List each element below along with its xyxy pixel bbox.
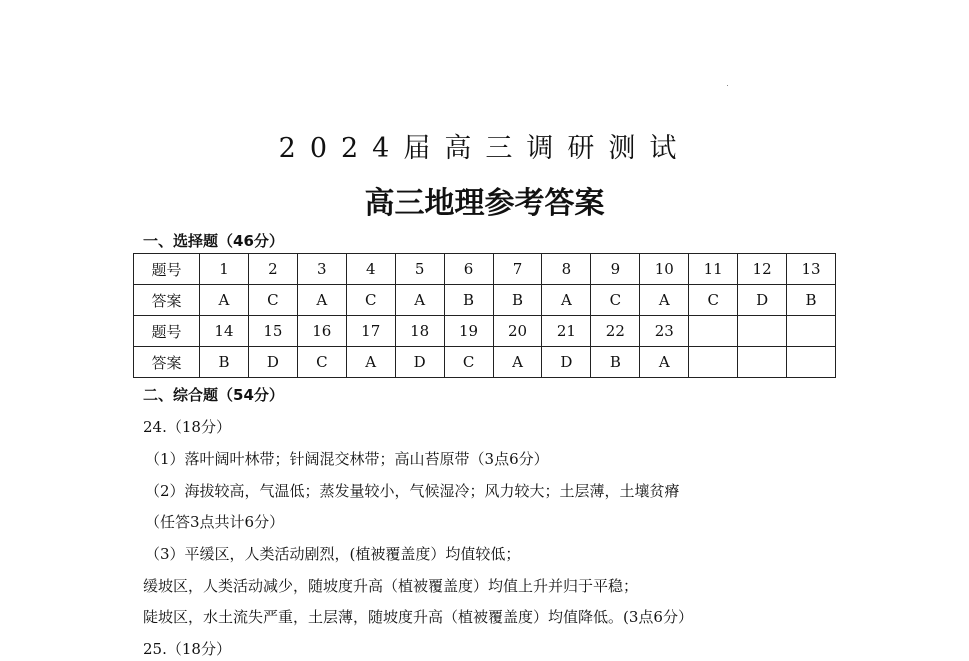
answer-cell: A <box>297 285 346 316</box>
answer-paragraph: （1）落叶阔叶林带；针阔混交林带；高山苔原带（3点6分） <box>145 450 549 468</box>
question-number: 4 <box>346 254 395 285</box>
scan-speck <box>727 85 728 86</box>
exam-title: 2024届高三调研测试 <box>278 133 691 164</box>
question-number: 12 <box>738 254 787 285</box>
question-number: 1 <box>200 254 249 285</box>
question-25-heading: 25.（18分） <box>143 640 231 658</box>
answer-cell: A <box>640 285 689 316</box>
answer-cell: C <box>689 285 738 316</box>
question-number: 15 <box>248 316 297 347</box>
question-number: 14 <box>200 316 249 347</box>
row-label: 题号 <box>134 316 200 347</box>
table-row <box>134 347 836 378</box>
answer-cell: B <box>444 285 493 316</box>
question-24-heading: 24.（18分） <box>143 418 231 436</box>
row-label: 答案 <box>134 347 200 378</box>
empty-cell <box>689 316 738 347</box>
answer-cell: D <box>248 347 297 378</box>
question-number: 8 <box>542 254 591 285</box>
answer-paragraph: （2）海拔较高，气温低；蒸发量较小，气候湿冷；风力较大；土层薄，土壤贫瘠 <box>145 482 680 500</box>
empty-cell <box>738 347 787 378</box>
question-number: 17 <box>346 316 395 347</box>
answer-cell: A <box>493 347 542 378</box>
answer-paragraph: 缓坡区，人类活动减少，随坡度升高（植被覆盖度）均值上升并归于平稳； <box>143 577 639 595</box>
table-row <box>134 254 836 285</box>
answer-cell: B <box>493 285 542 316</box>
answer-cell: A <box>200 285 249 316</box>
section-heading-comprehensive: 二、综合题（54分） <box>143 386 284 404</box>
question-number: 7 <box>493 254 542 285</box>
answer-cell: C <box>297 347 346 378</box>
answer-paragraph: （3）平缓区，人类活动剧烈，(植被覆盖度）均值较低； <box>145 545 521 563</box>
section-heading-multiple-choice: 一、选择题（46分） <box>143 232 284 250</box>
answer-key-title: 高三地理参考答案 <box>364 186 605 221</box>
answer-cell: A <box>346 347 395 378</box>
answer-paragraph: 陡坡区，水土流失严重，土层薄，随坡度升高（植被覆盖度）均值降低。(3点6分） <box>143 608 693 626</box>
answer-cell: B <box>200 347 249 378</box>
question-number: 6 <box>444 254 493 285</box>
answer-cell: D <box>395 347 444 378</box>
answer-cell: A <box>542 285 591 316</box>
question-number: 3 <box>297 254 346 285</box>
question-number: 18 <box>395 316 444 347</box>
question-number: 20 <box>493 316 542 347</box>
question-number: 16 <box>297 316 346 347</box>
question-number: 10 <box>640 254 689 285</box>
row-label: 题号 <box>134 254 200 285</box>
empty-cell <box>787 347 836 378</box>
question-number: 5 <box>395 254 444 285</box>
answer-note: （任答3点共计6分） <box>145 513 285 531</box>
question-number: 23 <box>640 316 689 347</box>
row-label: 答案 <box>134 285 200 316</box>
answer-cell: C <box>444 347 493 378</box>
table-row <box>134 285 836 316</box>
question-number: 2 <box>248 254 297 285</box>
question-number: 19 <box>444 316 493 347</box>
question-number: 22 <box>591 316 640 347</box>
answer-cell: A <box>395 285 444 316</box>
empty-cell <box>738 316 787 347</box>
answer-cell: D <box>542 347 591 378</box>
table-row <box>134 316 836 347</box>
answer-cell: D <box>738 285 787 316</box>
empty-cell <box>787 316 836 347</box>
answer-cell: C <box>591 285 640 316</box>
answer-cell: C <box>346 285 395 316</box>
empty-cell <box>689 347 738 378</box>
answer-cell: A <box>640 347 689 378</box>
answer-cell: B <box>787 285 836 316</box>
answer-table <box>133 253 836 378</box>
answer-cell: B <box>591 347 640 378</box>
answer-cell: C <box>248 285 297 316</box>
question-number: 11 <box>689 254 738 285</box>
question-number: 21 <box>542 316 591 347</box>
question-number: 13 <box>787 254 836 285</box>
question-number: 9 <box>591 254 640 285</box>
